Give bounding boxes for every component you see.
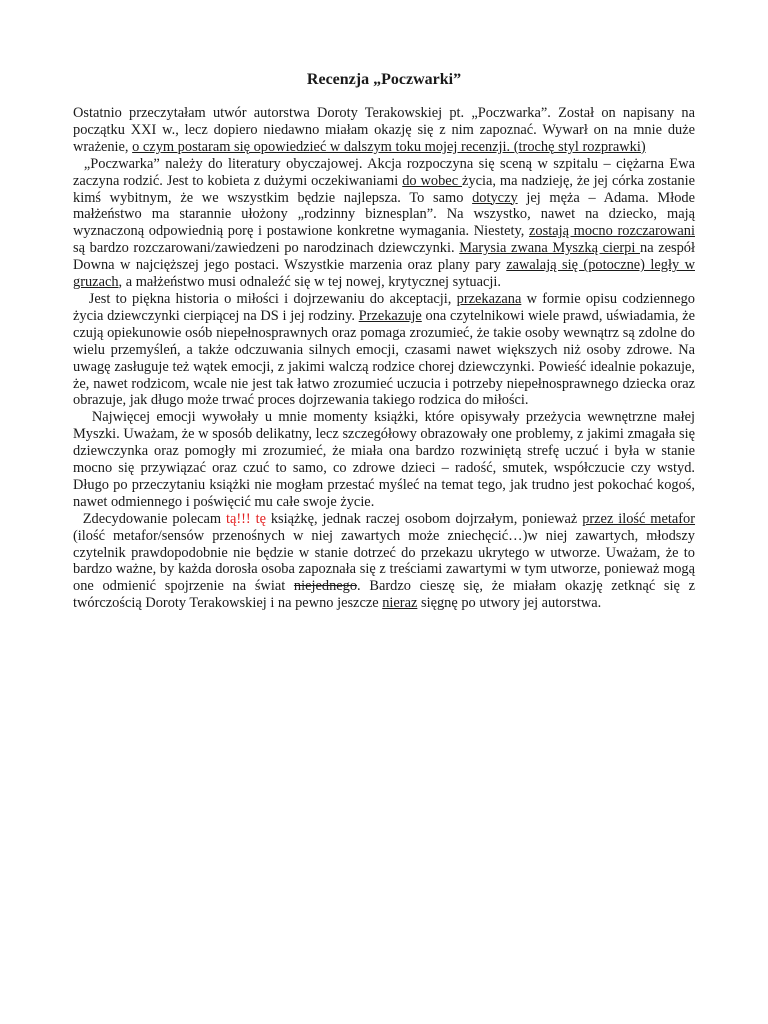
paragraph-text: Ostatnio przeczytałam utwór autorstwa Doroty Terakowskiej pt. „Poczwarka”. Został on napisany na początku XXI w., lecz dopiero niedawno miałam okazję się z nim zapoznać. Wywarł on na mnie duże wrażenie, <box>73 105 695 155</box>
review-body <box>73 105 695 612</box>
paragraph-text: jej męża – Adama. Młode małżeństwo ma starannie ułożony „rodzinny biznesplan”. Na wszystko, nawet na dziecko, mają wyznaczoną odpowiednią porę i postawione konkretne wymagania. Niestety, <box>73 189 695 240</box>
underlined-phrase: Marysia zwana Myszką cierpi <box>459 240 640 257</box>
paragraph-text: Najwięcej emocji wywołały u mnie momenty książki, które opisywały przeżycia wewnętrzne małej Myszki. Uważam, że w sposób delikatny, lecz szczegółowy obrazowały one problemy, z jakimi zmagała się dziewczynka oraz pomogły mi zrozumieć, że miała ona bardzo rozwiniętą strefę uczuć i była w stanie mocno się przywiązać oraz czuć to samo, co zdrowe dzieci – radość, smutek, współczucie czy wstyd. Długo po przeczytaniu książki nie mogłam przestać myśleć na temat tego, jak trudno jest pokochać kogoś, nawet odmiennego i poświęcić mu całe swoje życie. <box>73 409 696 510</box>
paragraph-text: Zdecydowanie polecam <box>82 510 226 527</box>
review-title: Recenzja „Poczwarki” <box>306 71 462 88</box>
underlined-comment: o czym postaram się opowiedzieć w dalszym toku mojej recenzji. (trochę styl rozprawki) <box>132 138 646 155</box>
paragraph-3 <box>73 291 695 409</box>
paragraph-2 <box>73 156 695 291</box>
paragraph-text: , a małżeństwo musi odnaleźć się w tej nowej, krytycznej sytuacji. <box>118 274 501 291</box>
red-correction: tą!!! tę <box>225 510 266 527</box>
underlined-phrase: nieraz <box>382 595 418 612</box>
underlined-phrase: zostają mocno rozczarowani <box>529 223 695 240</box>
paragraph-text: . Bardzo cieszę się, że miałam okazję zetknąć się z twórczością Doroty Terakowskiej i na pewno jeszcze <box>73 578 695 612</box>
paragraph-1 <box>73 105 695 156</box>
strikethrough-word: niejednego <box>293 578 358 595</box>
underlined-phrase: dotyczy <box>472 189 518 206</box>
paragraph-text: Jest to piękna historia o miłości i dojrzewaniu do akceptacji, <box>88 290 457 307</box>
paragraph-text: ona czytelnikowi wiele prawd, uświadamia, że czują opiekunowie osób niepełnosprawnych oraz pomaga zrozumieć, że takie osoby wewnątrz są zdolne do wielu przemyśleń, a także odczuwania silnych emocji, czasami nawet większych niż osoby zdrowe. Na uwagę zasługuje też wątek emocji, z jakimi walczą rodzice chorej dziewczynki. Powieść idealnie pokazuje, że, nawet rodzicom, wcale nie jest tak łatwo zrozumieć uczucia i potrzeby niepełnosprawnego dziecka oraz obrazuje, jak długo może trwać proces dojrzewania takiego rodzica do miłości. <box>73 307 695 409</box>
paragraph-text: „Poczwarka” należy do literatury obyczajowej. Akcja rozpoczyna się sceną w szpitalu – ciężarna Ewa zaczyna rodzić. Jest to kobieta z dużymi oczekiwaniami <box>73 155 695 189</box>
paragraph-text: na zespół Downa w najcięższej jego postaci. Wszystkie marzenia oraz plany pary <box>73 240 695 274</box>
paragraph-5 <box>73 511 695 612</box>
underlined-phrase: przez ilość metafor <box>582 510 696 527</box>
paragraph-text: w formie opisu codziennego życia dziewczynki cierpiącej na DS i jej rodziny. <box>73 290 696 324</box>
paragraph-text: (ilość metafor/sensów przenośnych w niej zawartych może zniechęcić…)w niej zawartych, młodszy czytelnik prawdopodobnie nie będzie w stanie dotrzeć do przekazu ukrytego w utworze. Uważam, że to bardzo ważne, by każda dorosła osoba zapoznała się z treściami zawartymi w tym utworze, ponieważ mogą one odmienić spojrzenie na świat <box>73 527 695 595</box>
underlined-phrase: zawalają się (potoczne) legły w gruzach <box>73 257 695 291</box>
paragraph-text: są bardzo rozczarowani/zawiedzeni po narodzinach dziewczynki. <box>73 240 460 257</box>
underlined-phrase: do wobec <box>402 172 463 189</box>
paragraph-text: życia, ma nadzieję, że jej córka zostanie kimś wybitnym, że we wszystkim będzie najlepsza. To samo <box>73 172 695 206</box>
paragraph-text: sięgnę po utwory jej autorstwa. <box>417 595 602 612</box>
underlined-phrase: przekazana <box>456 290 522 307</box>
underlined-phrase: Przekazuje <box>358 307 422 324</box>
paragraph-text: książkę, jednak raczej osobom dojrzałym, ponieważ <box>265 510 583 527</box>
paragraph-4 <box>73 409 695 510</box>
